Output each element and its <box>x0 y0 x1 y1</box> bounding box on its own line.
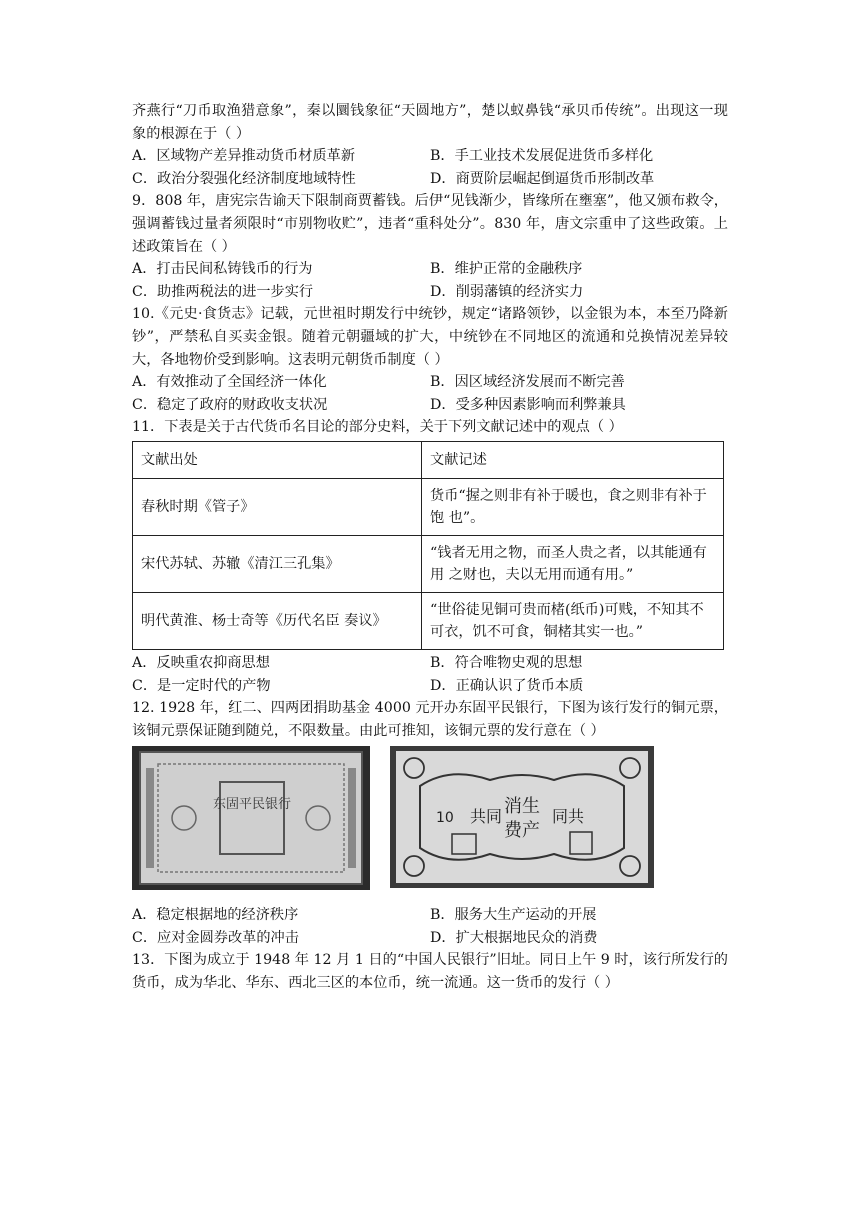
q10-stem: 10.《元史·食货志》记载，元世祖时期发行中统钞，规定“诸路领钞，以金银为本，本至乃降新钞”，严禁私自买卖金银。随着元朝疆域的扩大，中统钞在不同地区的流通和兑换情况差异较大，各地物价受到影响。这表明元朝货币制度（ ） <box>132 306 728 368</box>
q10-option-c[interactable]: C．稳定了政府的财政收支状况 <box>132 396 328 413</box>
q8-option-d[interactable]: D．商贾阶层崛起倒逼货币形制改革 <box>430 170 655 187</box>
q9-options <box>132 258 728 303</box>
q12-option-c[interactable]: C．应对金圆券改革的冲击 <box>132 929 299 946</box>
q8-option-a[interactable]: A．区域物产差异推动货币材质革新 <box>132 148 356 165</box>
q12-option-a[interactable]: A．稳定根据地的经济秩序 <box>132 907 299 924</box>
table-header-source: 文献出处 <box>133 441 422 478</box>
table-row <box>133 478 724 535</box>
q12-options <box>132 904 728 949</box>
q10-option-b[interactable]: B．因区域经济发展而不断完善 <box>430 374 625 391</box>
q9-option-b[interactable]: B．维护正常的金融秩序 <box>430 261 583 278</box>
table-cell-record: 货币“握之则非有补于暖也，食之则非有补于饱 也”。 <box>422 478 724 535</box>
q11-option-d[interactable]: D．正确认识了货币本质 <box>430 677 584 694</box>
q9-option-a[interactable]: A．打击民间私铸钱币的行为 <box>132 261 313 278</box>
q8-option-c[interactable]: C．政治分裂强化经济制度地域特性 <box>132 170 356 187</box>
table-header-record: 文献记述 <box>422 441 724 478</box>
q10-options <box>132 371 728 416</box>
banknote-2-center-text-2: 费产 <box>504 820 540 842</box>
q11-option-c[interactable]: C．是一定时代的产物 <box>132 677 271 694</box>
q8-option-b[interactable]: B．手工业技术发展促进货币多样化 <box>430 148 654 165</box>
table-row <box>133 535 724 592</box>
q9-option-d[interactable]: D．削弱藩镇的经济实力 <box>430 283 584 300</box>
q8-options <box>132 145 728 190</box>
banknote-2-right-text: 同共 <box>552 807 585 827</box>
q11-source-table <box>132 441 724 650</box>
q12-banknote-images <box>132 746 728 898</box>
table-row <box>133 592 724 649</box>
q11-option-a[interactable]: A．反映重农抑商思想 <box>132 654 270 671</box>
table-cell-source: 明代黄淮、杨士奇等《历代名臣 奏议》 <box>133 592 422 649</box>
banknote-1-text: 东固平民银行 <box>212 797 292 813</box>
table-cell-source: 春秋时期《管子》 <box>133 478 422 535</box>
banknote-photo-1 <box>132 746 370 890</box>
table-cell-record: “钱者无用之物，而圣人贵之者，以其能通有用 之财也，夫以无用而通有用。” <box>422 535 724 592</box>
q8-stem: 齐燕行“刀币取渔猎意象”，秦以圜钱象征“天圆地方”，楚以蚁鼻钱“承贝币传统”。出现这一现象的根源在于（ ） <box>132 103 728 142</box>
q11-option-b[interactable]: B．符合唯物史观的思想 <box>430 654 583 671</box>
q12-option-b[interactable]: B．服务大生产运动的开展 <box>430 907 597 924</box>
q10-option-a[interactable]: A．有效推动了全国经济一体化 <box>132 374 327 391</box>
q9-option-c[interactable]: C．助推两税法的进一步实行 <box>132 283 314 300</box>
q11-options <box>132 652 728 697</box>
q12-stem: 12. 1928 年，红二、四两团捐助基金 4000 元开办东固平民银行，下图为该行发行的铜元票，该铜元票保证随到随兑，不限数量。由此可推知，该铜元票的发行意在（ ） <box>132 700 728 739</box>
table-header-row <box>133 441 724 478</box>
q13-stem: 13．下图为成立于 1948 年 12 月 1 日的“中国人民银行”旧址。同日上午 9 时，该行所发行的货币，成为华北、华东、西北三区的本位币，统一流通。这一货币的发行（ ） <box>132 952 728 992</box>
banknote-2-number: 10 <box>436 810 454 827</box>
q9-stem: 9．808 年，唐宪宗告谕天下限制商贾蓄钱。后伊“见钱渐少，皆缘所在壅塞”，他又颁布救令，强调蓄钱过量者须限时“市别物收贮”，违者“重科处分”。830 年，唐文宗重申了这些政策。上述政策旨在（ ） <box>132 193 728 255</box>
exam-page <box>132 100 728 995</box>
table-cell-record: “世俗徒见铜可贵而楮(纸币)可贱，不知其不可衣，饥不可食，铜楮其实一也。” <box>422 592 724 649</box>
q10-option-d[interactable]: D．受多种因素影响而利弊兼具 <box>430 396 626 413</box>
banknote-photo-2 <box>390 746 654 888</box>
table-cell-source: 宋代苏轼、苏辙《清江三孔集》 <box>133 535 422 592</box>
q12-option-d[interactable]: D．扩大根据地民众的消费 <box>430 929 598 946</box>
banknote-2-left-text: 共同 <box>470 807 503 827</box>
banknote-2-center-text: 消生 <box>504 796 540 818</box>
q11-stem: 11．下表是关于古代货币名目论的部分史料，关于下列文献记述中的观点（ ） <box>132 419 623 436</box>
